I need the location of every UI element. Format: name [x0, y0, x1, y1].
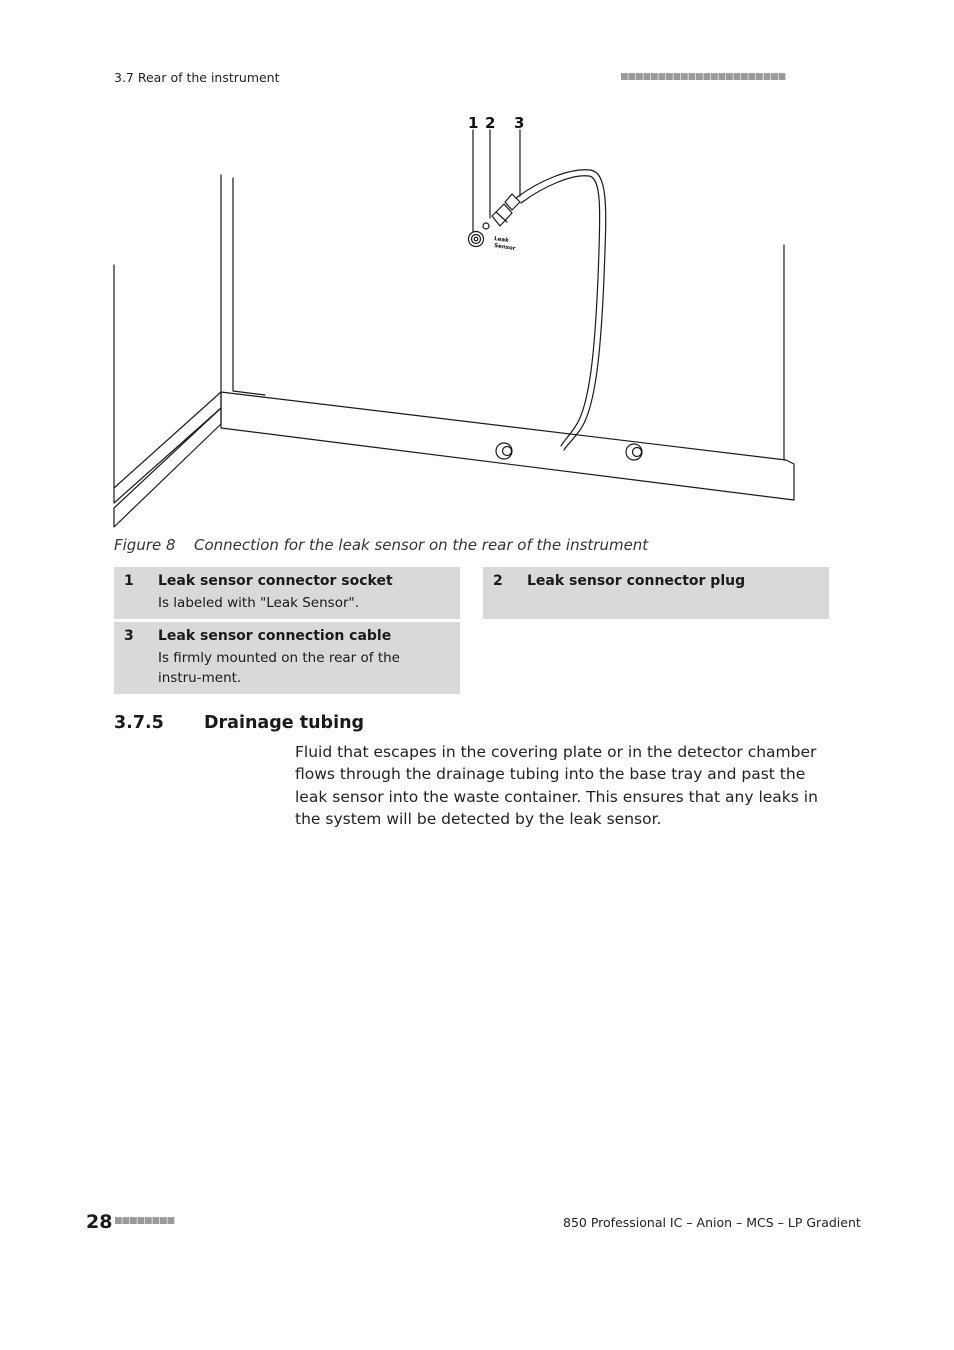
legend-item-title: Leak sensor connector socket	[158, 573, 393, 589]
section-body: Fluid that escapes in the covering plate or in the detector chamber flows through the drainage tubing into the base tray and past the leak sensor into the waste container. This ensures that any leaks in the system will be detected by the leak sensor.	[295, 743, 818, 829]
callout-1: 1	[468, 114, 479, 132]
legend-item-description: Is labeled with "Leak Sensor".	[158, 595, 360, 611]
socket-label-line2: Sensor	[493, 243, 516, 252]
leak-sensor-figure	[100, 108, 820, 533]
legend-item-3	[114, 622, 460, 694]
legend-item-title: Leak sensor connection cable	[158, 628, 392, 644]
legend-item-title: Leak sensor connector plug	[527, 573, 746, 589]
legend-item-1	[114, 567, 460, 619]
figure-caption-label: Figure 8	[114, 536, 176, 554]
legend-item-number: 3	[124, 628, 134, 644]
footer-decoration-dots: ■■■■■■■■	[114, 1216, 175, 1226]
callout-3: 3	[514, 114, 525, 132]
legend-item-description: Is firmly mounted on the rear of the instru-ment.	[158, 650, 400, 686]
figure-caption-text: Connection for the leak sensor on the rear of the instrument	[194, 536, 649, 554]
legend-item-number: 1	[124, 573, 134, 589]
socket-label-line1: Leak	[493, 236, 510, 245]
section-number: 3.7.5	[114, 713, 164, 733]
callout-2: 2	[485, 114, 496, 132]
figure-caption	[114, 536, 648, 554]
section-title: Drainage tubing	[204, 713, 365, 733]
running-header-section: 3.7 Rear of the instrument	[114, 70, 280, 85]
legend-item-2	[483, 567, 829, 619]
page-number: 28	[86, 1211, 113, 1233]
header-decoration-dots: ■■■■■■■■■■■■■■■■■■■■■■	[620, 72, 786, 82]
legend-item-number: 2	[493, 573, 503, 589]
footer-product-name: 850 Professional IC – Anion – MCS – LP Gradient	[563, 1215, 861, 1230]
